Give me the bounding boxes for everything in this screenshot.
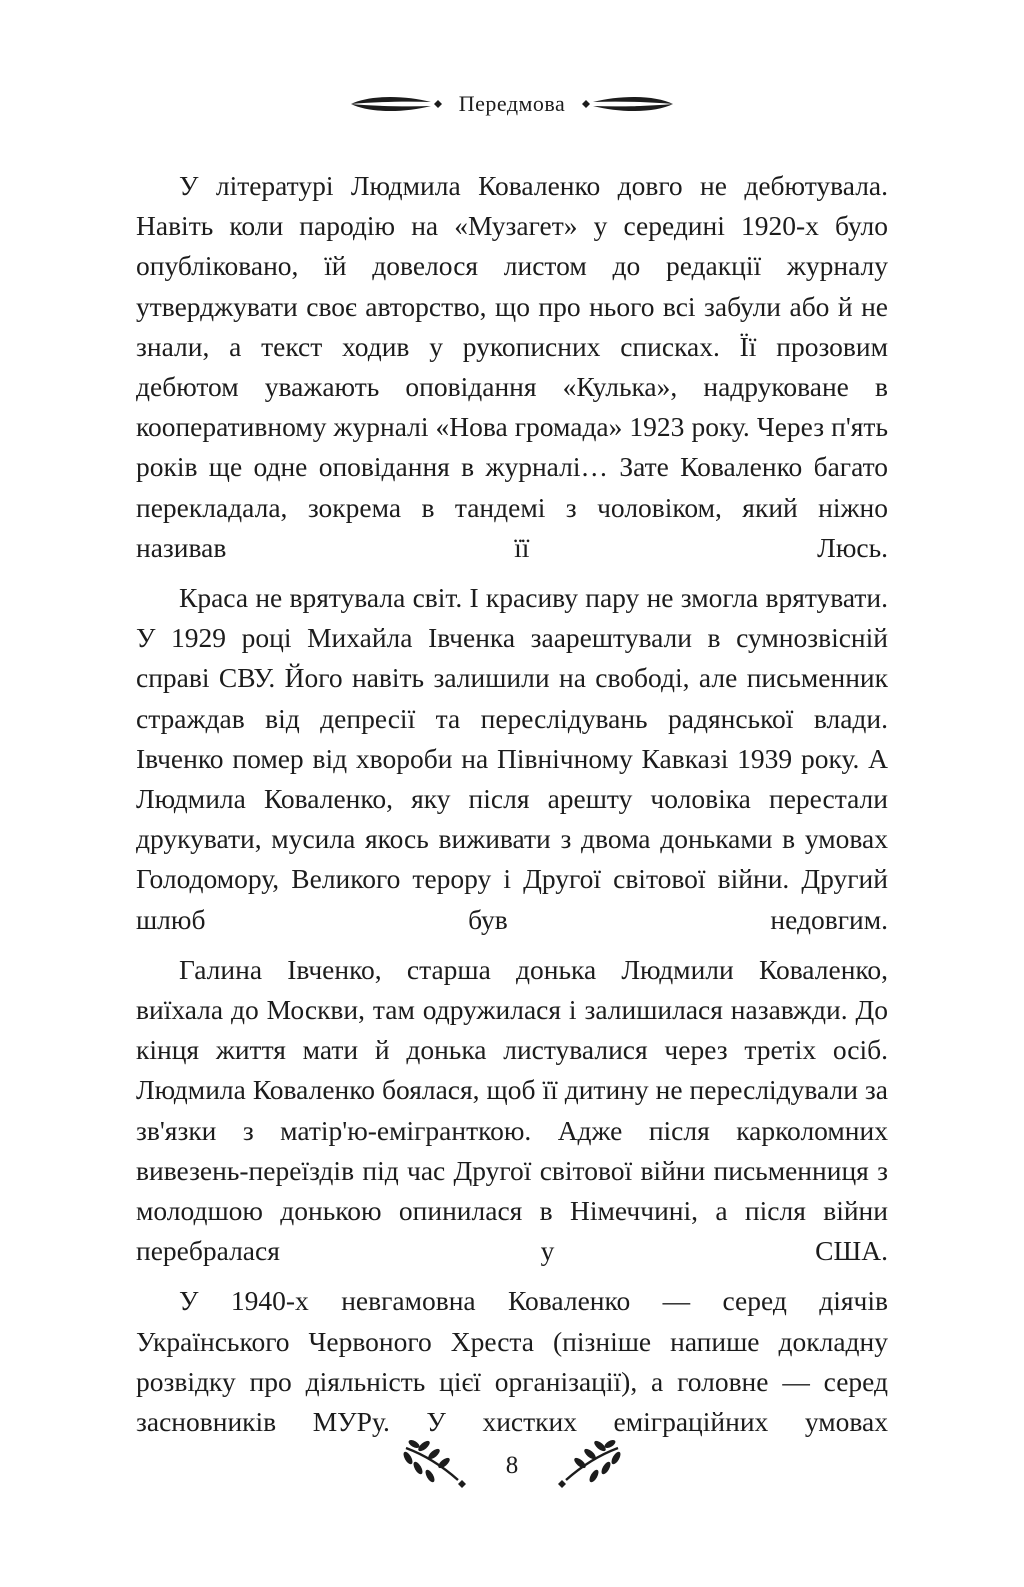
right-leaf-ornament-icon [579,93,675,115]
paragraph: У 1940-х невгамовна Коваленко — серед діячів Українського Червоного Хреста (пізніше напише докладну розвідку про діяльність цієї організації), а головне — серед засновників МУРу. У хистких еміграційних умовах [136,1285,888,1438]
running-header [0,84,1024,124]
chapter-title: Передмова [458,91,566,116]
page-footer [0,1426,1024,1506]
page-number: 8 [505,1452,519,1479]
left-wheat-ornament-icon [400,1438,472,1494]
right-wheat-ornament-icon [552,1438,624,1494]
paragraph: Галина Івченко, старша донька Людмили Коваленко, виїхала до Москви, там одружилася і залишилася назавжди. До кінця життя мати й донька листувалися через третіх осіб. Людмила Коваленко боялася, щоб її дитину не переслідували за зв'язки з матір'ю-емігранткою. Адже після карколомних вивезень-переїздів під час Другої світової війни письменниця з молодшою донькою опинилася в Німеччині, а після війни перебралася у США. [136,953,888,1267]
page-text [136,166,888,1452]
paragraph: Краса не врятувала світ. І красиву пару не змогла врятувати. У 1929 році Михайла Івченка заарештували в сумнозвісній справі СВУ. Його навіть залишили на свободі, але письменник страждав від депресії та переслідувань радянської влади. Івченко помер від хвороби на Північному Кавказі 1939 року. А Людмила Коваленко, яку після арешту чоловіка перестали друкувати, мусила якось виживати з двома доньками в умовах Голодомору, Великого терору і Другої світової війни. Другий шлюб був недовгим. [136,582,888,935]
paragraph: У літературі Людмила Коваленко довго не дебютувала. Навіть коли пародію на «Музагет» у середині 1920-х було опубліковано, їй довелося листом до редакції журналу утверджувати своє авторство, що про нього всі забули або й не знали, а текст ходив у рукописних списках. Її прозовим дебютом уважають оповідання «Кулька», надруковане в кооперативному журналі «Нова громада» 1923 року. Через п'ять років ще одне оповідання в журналі… Зате Коваленко багато перекладала, зокрема в тандемі з чоловіком, який ніжно називав її Люсь. [136,170,888,563]
left-leaf-ornament-icon [349,93,445,115]
